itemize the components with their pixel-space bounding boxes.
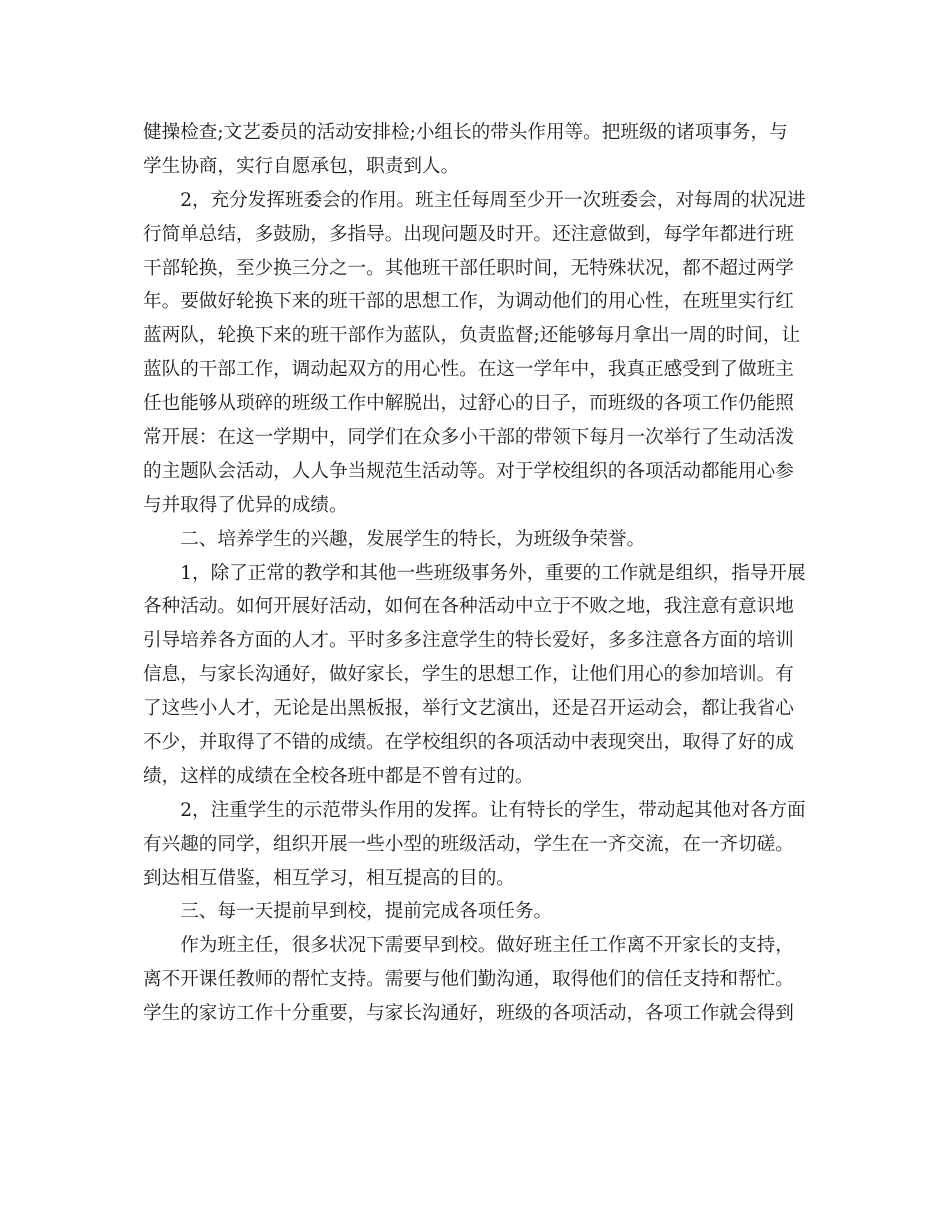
section-heading: 三、每一天提前早到校，提前完成各项任务。 bbox=[143, 901, 553, 923]
text-line: 1，除了正常的教学和其他一些班级事务外，重要的工作就是组织，指导开展 bbox=[143, 562, 806, 584]
text-line: 有兴趣的同学，组织开展一些小型的班级活动，学生在一齐交流，在一齐切磋。 bbox=[143, 833, 794, 855]
text-line: 绩，这样的成绩在全校各班中都是不曾有过的。 bbox=[143, 765, 534, 787]
text-line: 各种活动。如何开展好活动，如何在各种活动中立于不败之地，我注意有意识地 bbox=[143, 596, 794, 618]
text-line: 蓝两队，轮换下来的班干部作为蓝队，负责监督;还能够每月拿出一周的时间，让 bbox=[143, 325, 801, 347]
section-heading: 二、培养学生的兴趣，发展学生的特长，为班级争荣誉。 bbox=[143, 528, 646, 550]
text-line: 行简单总结，多鼓励，多指导。出现问题及时开。还注意做到，每学年都进行班 bbox=[143, 223, 794, 245]
text-line: 离不开课任教师的帮忙支持。需要与他们勤沟通，取得他们的信任支持和帮忙。 bbox=[143, 969, 794, 991]
text-line: 年。要做好轮换下来的班干部的思想工作，为调动他们的用心性，在班里实行红 bbox=[143, 291, 794, 313]
text-line: 作为班主任，很多状况下需要早到校。做好班主任工作离不开家长的支持， bbox=[143, 935, 794, 957]
text-line: 常开展：在这一学期中，同学们在众多小干部的带领下每月一次举行了生动活泼 bbox=[143, 427, 794, 449]
text-line: 信息，与家长沟通好，做好家长，学生的思想工作，让他们用心的参加培训。有 bbox=[143, 664, 794, 686]
text-line: 健操检查;文艺委员的活动安排检;小组长的带头作用等。把班级的诸项事务，与 bbox=[143, 122, 788, 143]
body-text bbox=[143, 116, 808, 1031]
text-line: 与并取得了优异的成绩。 bbox=[143, 494, 348, 516]
text-line: 干部轮换，至少换三分之一。其他班干部任职时间，无特殊状况，都不超过两学 bbox=[143, 257, 794, 279]
text-line: 学生的家访工作十分重要，与家长沟通好，班级的各项活动，各项工作就会得到 bbox=[143, 1003, 794, 1025]
text-line: 2，注重学生的示范带头作用的发挥。让有特长的学生，带动起其他对各方面 bbox=[143, 799, 806, 821]
text-line: 学生协商，实行自愿承包，职责到人。 bbox=[143, 155, 460, 177]
text-line: 不少，并取得了不错的成绩。在学校组织的各项活动中表现突出，取得了好的成 bbox=[143, 732, 794, 754]
text-line: 引导培养各方面的人才。平时多多注意学生的特长爱好，多多注意各方面的培训 bbox=[143, 630, 794, 652]
text-line: 的主题队会活动，人人争当规范生活动等。对于学校组织的各项活动都能用心参 bbox=[143, 460, 794, 482]
text-line: 蓝队的干部工作，调动起双方的用心性。在这一学年中，我真正感受到了做班主 bbox=[143, 359, 794, 381]
text-line: 到达相互借鉴，相互学习，相互提高的目的。 bbox=[143, 867, 515, 889]
text-line: 2，充分发挥班委会的作用。班主任每周至少开一次班委会，对每周的状况进 bbox=[143, 189, 806, 211]
text-line: 任也能够从琐碎的班级工作中解脱出，过舒心的日子，而班级的各项工作仍能照 bbox=[143, 393, 794, 415]
text-line: 了这些小人才，无论是出黑板报，举行文艺演出，还是召开运动会，都让我省心 bbox=[143, 698, 794, 720]
